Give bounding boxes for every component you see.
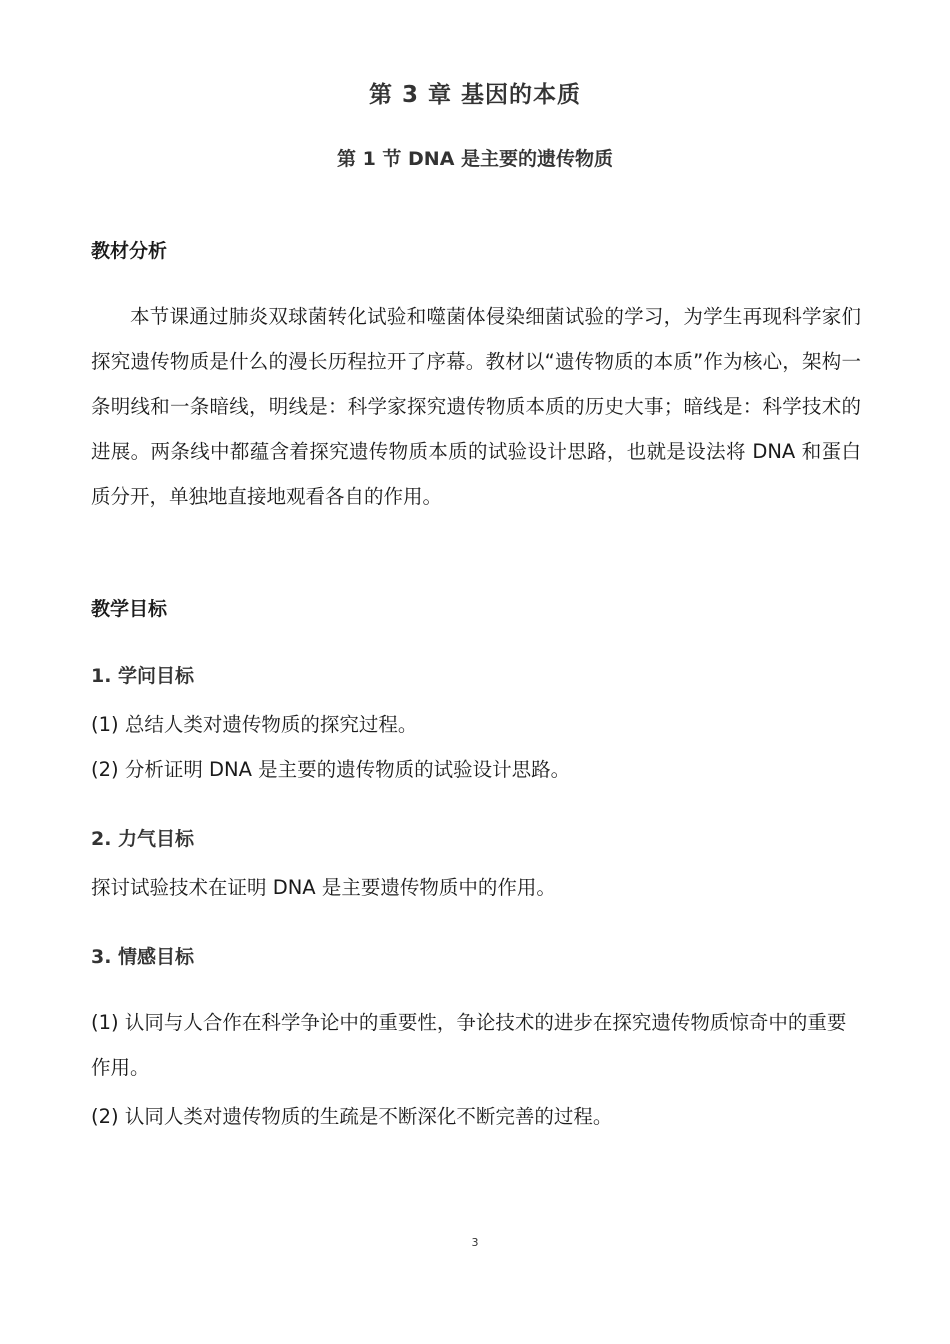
knowledge-goal-item-2: (2) 分析证明 DNA 是主要的遗传物质的试验设计思路。 <box>91 758 571 781</box>
material-analysis-paragraph: 本节课通过肺炎双球菌转化试验和噬菌体侵染细菌试验的学习，为学生再现科学家们探究遗传物质是什么的漫长历程拉开了序幕。教材以“遗传物质的本质”作为核心，架构一条明线和一条暗线，明线是：科学家探究遗传物质本质的历史大事；暗线是：科学技术的进展。两条线中都蕴含着探究遗传物质本质的试验设计思路，也就是设法将 DNA 和蛋白质分开，单独地直接地观看各自的作用。 <box>91 305 861 508</box>
section-title: 第 1 节 DNA 是主要的遗传物质 <box>336 148 614 170</box>
teaching-goals-heading: 教学目标 <box>91 598 168 620</box>
knowledge-goal-item-1: (1) 总结人类对遗传物质的探究过程。 <box>91 713 418 736</box>
emotion-goal-heading: 3. 情感目标 <box>91 946 195 968</box>
material-analysis-heading: 教材分析 <box>91 240 168 262</box>
ability-goal-heading: 2. 力气目标 <box>91 828 195 850</box>
chapter-title: 第 3 章 基因的本质 <box>368 82 582 108</box>
knowledge-goal-heading: 1. 学问目标 <box>91 665 195 687</box>
emotion-goal-item-2: (2) 认同人类对遗传物质的生疏是不断深化不断完善的过程。 <box>91 1105 613 1128</box>
emotion-goal-item-1: (1) 认同与人合作在科学争论中的重要性，争论技术的进步在探究遗传物质惊奇中的重要作用。 <box>91 1011 847 1079</box>
ability-goal-text: 探讨试验技术在证明 DNA 是主要遗传物质中的作用。 <box>91 876 556 899</box>
page-number: 3 <box>471 1236 479 1249</box>
